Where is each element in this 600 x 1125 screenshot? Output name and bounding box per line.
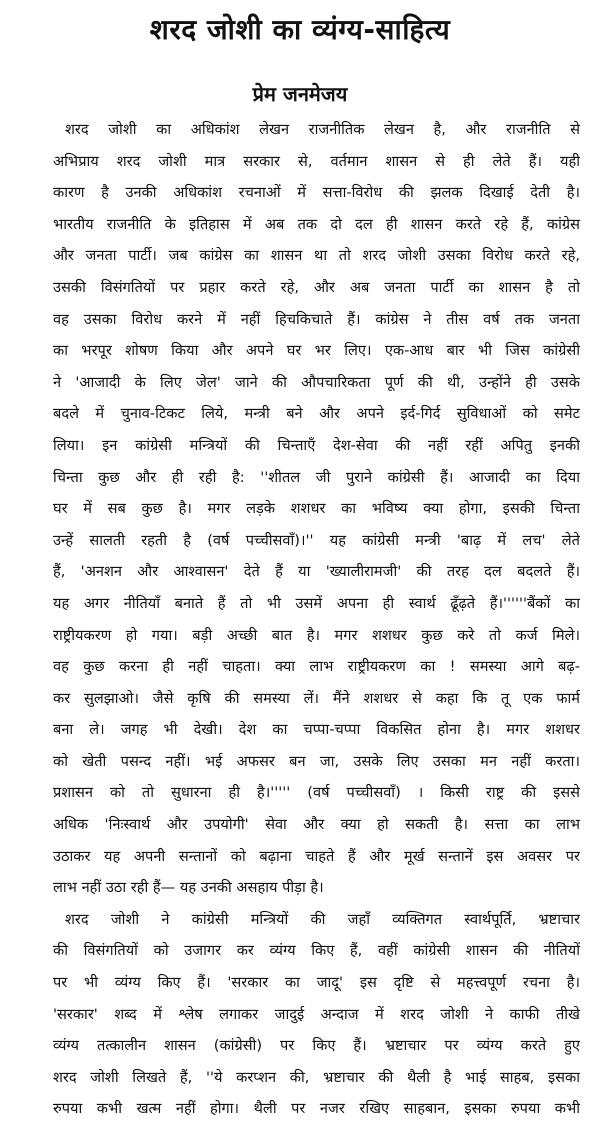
text-line: शरद जोशी का अधिकांश लेखन राजनीतिक लेखन है, और राजनीति से	[65, 121, 580, 138]
text-line: वह कुछ करना ही नहीं चाहता। क्या लाभ राष्ट्रीयकरण का ! समस्या आगे बढ़-	[53, 658, 580, 676]
text-line: कारण है उनकी अधिकांश रचनाओं में सत्ता-विरोध की झलक दिखाई देती है।	[53, 184, 580, 202]
text-line: और जनता पार्टी। जब कांग्रेस का शासन था तो शरद जोशी उसका विरोध करते रहे,	[53, 247, 580, 265]
text-line: यह अगर नीतियाँ बनाते हैं तो भी उसमें अपना ही स्वार्थ ढूँढ़ते हैं।''''''बैंकों का	[53, 594, 580, 612]
text-line: पर भी व्यंग्य किए हैं। 'सरकार का जादू' इस दृष्टि से महत्त्वपूर्ण रचना है।	[53, 974, 580, 992]
text-line: को खेती पसन्द नहीं। भई अफसर बन जा, उसके लिए उसका मन नहीं करता।	[53, 752, 580, 770]
text-line: घर में सब कुछ है। मगर लड़के शशधर का भविष्य क्या होगा, इसकी चिन्ता	[53, 500, 580, 518]
text-line: शरद जोशी ने कांग्रेसी मन्त्रियों की जहाँ व्यक्तिगत स्वार्थपूर्ति, भ्रष्टाचार	[65, 910, 580, 928]
text-line: हैं, 'अनशन और आश्वासन' देते हैं या 'ख्यालीरामजी' की तरह दल बदलते हैं।	[53, 563, 580, 581]
text-line: उठाकर यह अपनी सन्तानों को बढ़ाना चाहते हैं और मूर्ख सन्तानें इस अवसर पर	[53, 847, 580, 865]
text-line: 'सरकार' शब्द में श्लेष लगाकर जादुई अन्दाज में शरद जोशी ने काफी तीखे	[53, 1005, 580, 1023]
text-line: की विसंगतियों को उजागर कर व्यंग्य किए हैं, वहीं कांग्रेसी शासन की नीतियों	[53, 942, 580, 960]
text-line: राष्ट्रीयकरण हो गया। बड़ी अच्छी बात है। मगर शशधर कुछ करे तो कर्ज मिले।	[53, 626, 580, 644]
text-line: लाभ नहीं उठा रही हैं— यह उनकी असहाय पीड़ा है।	[53, 879, 324, 897]
text-line: चिन्ता कुछ और ही रही है: ''शीतल जी पुराने कांग्रेसी हैं। आजादी का दिया	[53, 468, 580, 486]
text-line: भारतीय राजनीति के इतिहास में अब तक दो दल ही शासन करते रहे हैं, कांग्रेस	[53, 215, 580, 233]
text-line: कर सुलझाओ। जैसे कृषि की समस्या लें। मैंने शशधर से कहा कि तू एक फार्म	[53, 689, 580, 707]
author-name: प्रेम जनमेजय	[252, 82, 348, 106]
text-line: बदले में चुनाव-टिकट लिये, मन्त्री बने और अपने इर्द-गिर्द सुविधाओं को समेट	[53, 405, 580, 423]
text-line: उन्हें सालती रहती है (वर्ष पच्चीसवाँ)।'' यह कांग्रेसी मन्त्री 'बाढ़ में लच' लेते	[53, 531, 580, 549]
page-title: शरद जोशी का व्यंग्य-साहित्य	[149, 13, 451, 46]
text-line: लिया। इन कांग्रेसी मन्त्रियों की चिन्ताएँ देश-सेवा की नहीं रहीं अपितु इनकी	[53, 436, 580, 454]
text-line: का भरपूर शोषण किया और अपने घर भर लिए। एक-आध बार भी जिस कांग्रेसी	[53, 342, 580, 360]
text-line: अभिप्राय शरद जोशी मात्र सरकार से, वर्तमान शासन से ही लेते हैं। यही	[53, 152, 580, 170]
text-line: व्यंग्य तत्कालीन शासन (कांग्रेसी) पर किए हैं। भ्रष्टाचार पर व्यंग्य करते हुए	[53, 1037, 580, 1055]
text-line: ने 'आजादी के लिए जेल' जाने की औपचारिकता पूर्ण की थी, उन्होंने ही उसके	[53, 373, 580, 391]
text-line: अधिक 'निःस्वार्थ और उपयोगी' सेवा और क्या हो सकती है। सत्ता का लाभ	[53, 816, 580, 834]
text-line: रुपया कभी खत्म नहीं होगा। थैली पर नजर रखिए साहबान, इसका रुपया कभी	[53, 1100, 580, 1118]
article-body	[53, 114, 580, 1125]
text-line: शरद जोशी लिखते हैं, ''ये करप्शन की, भ्रष्टाचार की थैली है भाई साहब, इसका	[53, 1068, 580, 1086]
text-line: उसकी विसंगतियों पर प्रहार करते रहे, और अब जनता पार्टी का शासन है तो	[53, 278, 580, 296]
text-line: वह उसका विरोध करने में नहीं हिचकिचाते हैं। कांग्रेस ने तीस वर्ष तक जनता	[53, 310, 580, 328]
text-line: बना ले। जगह भी देखी। देश का चप्पा-चप्पा विकसित होना है। मगर शशधर	[53, 721, 580, 739]
text-line: प्रशासन को तो सुधारना ही है।''''' (वर्ष पच्चीसवाँ) । किसी राष्ट्र की इससे	[53, 784, 580, 802]
